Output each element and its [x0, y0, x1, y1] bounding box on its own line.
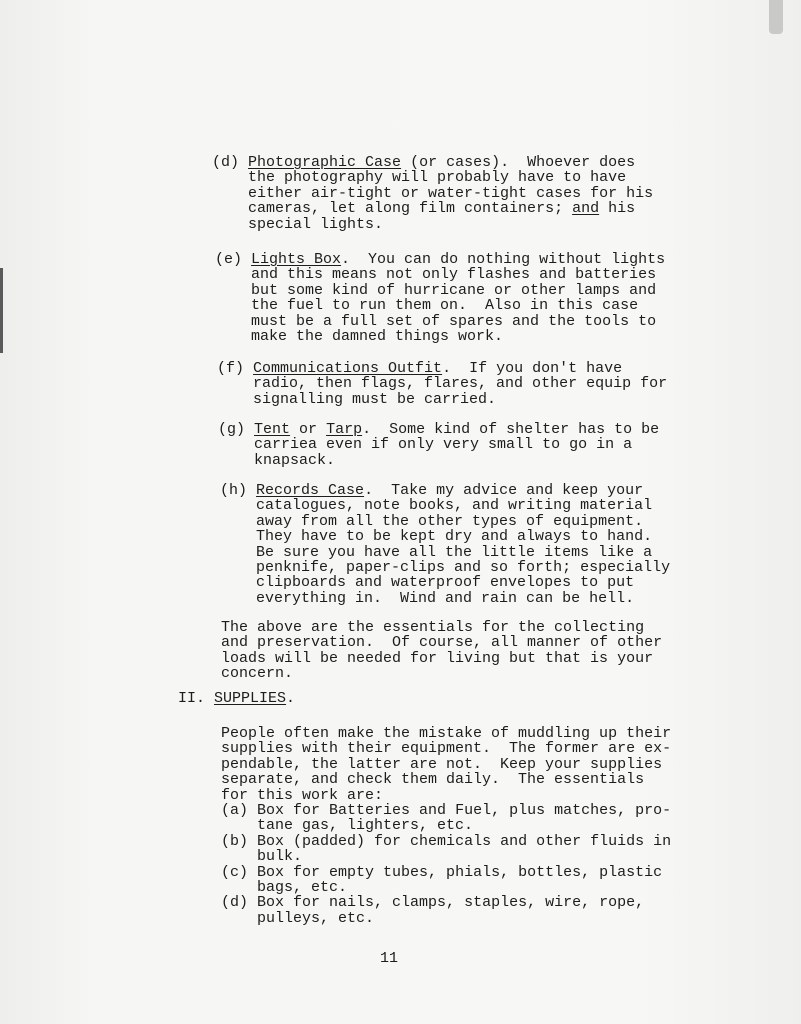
item-line: and this means not only flashes and batteries: [251, 266, 657, 284]
item-title: Tarp: [326, 421, 363, 438]
item-line: penknife, paper-clips and so forth; especially: [256, 559, 671, 577]
page-number: 11: [380, 950, 399, 967]
item-g: [218, 422, 659, 468]
paragraph-line: People often make the mistake of muddling up their: [221, 725, 672, 742]
page-edge-mark: [0, 268, 3, 353]
paragraph-line: separate, and check them daily. The essentials: [221, 771, 645, 789]
item-title: Tent: [254, 421, 291, 438]
item-line: must be a full set of spares and the tools to: [251, 312, 657, 330]
item-line: the fuel to run them on. Also in this case: [251, 297, 639, 315]
item-line: the photography will probably have to have: [248, 169, 627, 187]
item-line: either air-tight or water-tight cases for his: [248, 184, 654, 202]
page-tab-mark: [769, 0, 783, 34]
item-text: or: [290, 421, 327, 438]
item-title: Communications Outfit: [253, 360, 443, 377]
section-period: .: [286, 690, 296, 707]
item-line: signalling must be carried.: [253, 390, 497, 408]
paragraph-line: pendable, the latter are not. Keep your supplies: [221, 755, 663, 773]
item-letter: (g): [218, 421, 246, 438]
item-letter: (f): [217, 360, 245, 377]
item-text: (or cases). Whoever does: [401, 154, 636, 171]
item-line: but some kind of hurricane or other lamps and: [251, 281, 657, 299]
item-e: [215, 252, 665, 344]
item-letter: (h): [220, 482, 248, 499]
item-text: . You can do nothing without lights: [341, 251, 666, 268]
list-line: Box for empty tubes, phials, bottles, plastic: [257, 863, 663, 881]
item-line: clipboards and waterproof envelopes to put: [256, 574, 635, 592]
list-letter: (a): [221, 802, 249, 819]
item-letter: (d): [212, 154, 240, 171]
item-line: They have to be kept dry and always to hand.: [256, 528, 653, 546]
paragraph-line: concern.: [221, 665, 294, 683]
item-text: . Some kind of shelter has to be: [362, 421, 660, 438]
item-text: his: [599, 200, 636, 218]
item-title: Lights Box: [251, 251, 342, 268]
list-line: Box (padded) for chemicals and other fluids in: [257, 832, 672, 850]
item-line: knapsack.: [254, 451, 336, 469]
item-title: Photographic Case: [248, 154, 402, 171]
paragraph-line: supplies with their equipment. The former are ex-: [221, 740, 672, 758]
item-line: carriea even if only very small to go in a: [254, 436, 633, 454]
section-heading: [178, 690, 295, 707]
item-line: special lights.: [248, 215, 384, 233]
summary-paragraph: [221, 620, 662, 682]
item-line: everything in. Wind and rain can be hell.: [256, 589, 635, 607]
supplies-list: [221, 803, 671, 926]
paragraph-line: The above are the essentials for the collecting: [221, 619, 645, 636]
item-line: catalogues, note books, and writing material: [256, 497, 653, 515]
item-text: . If you don't have: [442, 360, 623, 377]
list-line: bulk.: [257, 848, 303, 866]
list-line: Box for Batteries and Fuel, plus matches, pro-: [257, 802, 672, 819]
item-h: [220, 483, 670, 606]
item-line: radio, then flags, flares, and other equip for: [253, 375, 668, 393]
paragraph-line: loads will be needed for living but that is your: [221, 649, 654, 667]
paragraph-line: for this work are:: [221, 786, 384, 804]
list-letter: (d): [221, 894, 249, 912]
item-letter: (e): [215, 251, 243, 268]
item-line: away from all the other types of equipment.: [256, 512, 644, 530]
list-line: tane gas, lighters, etc.: [257, 817, 474, 835]
supplies-intro: [221, 726, 671, 803]
section-number: II.: [178, 690, 206, 707]
item-emphasis: and: [572, 200, 600, 218]
item-line: make the damned things work.: [251, 328, 504, 346]
paragraph-line: and preservation. Of course, all manner of other: [221, 634, 663, 652]
item-line: Be sure you have all the little items like a: [256, 543, 653, 561]
item-d: [212, 155, 653, 232]
list-letter: (c): [221, 863, 249, 881]
item-title: Records Case: [256, 482, 365, 499]
list-line: bags, etc.: [257, 879, 348, 897]
item-f: [217, 361, 667, 407]
item-text: . Take my advice and keep your: [364, 482, 644, 499]
section-title: SUPPLIES: [214, 690, 287, 707]
item-line: cameras, let along film containers;: [248, 200, 573, 218]
list-line: pulleys, etc.: [257, 909, 375, 927]
list-line: Box for nails, clamps, staples, wire, rope,: [257, 894, 645, 912]
list-letter: (b): [221, 832, 249, 850]
